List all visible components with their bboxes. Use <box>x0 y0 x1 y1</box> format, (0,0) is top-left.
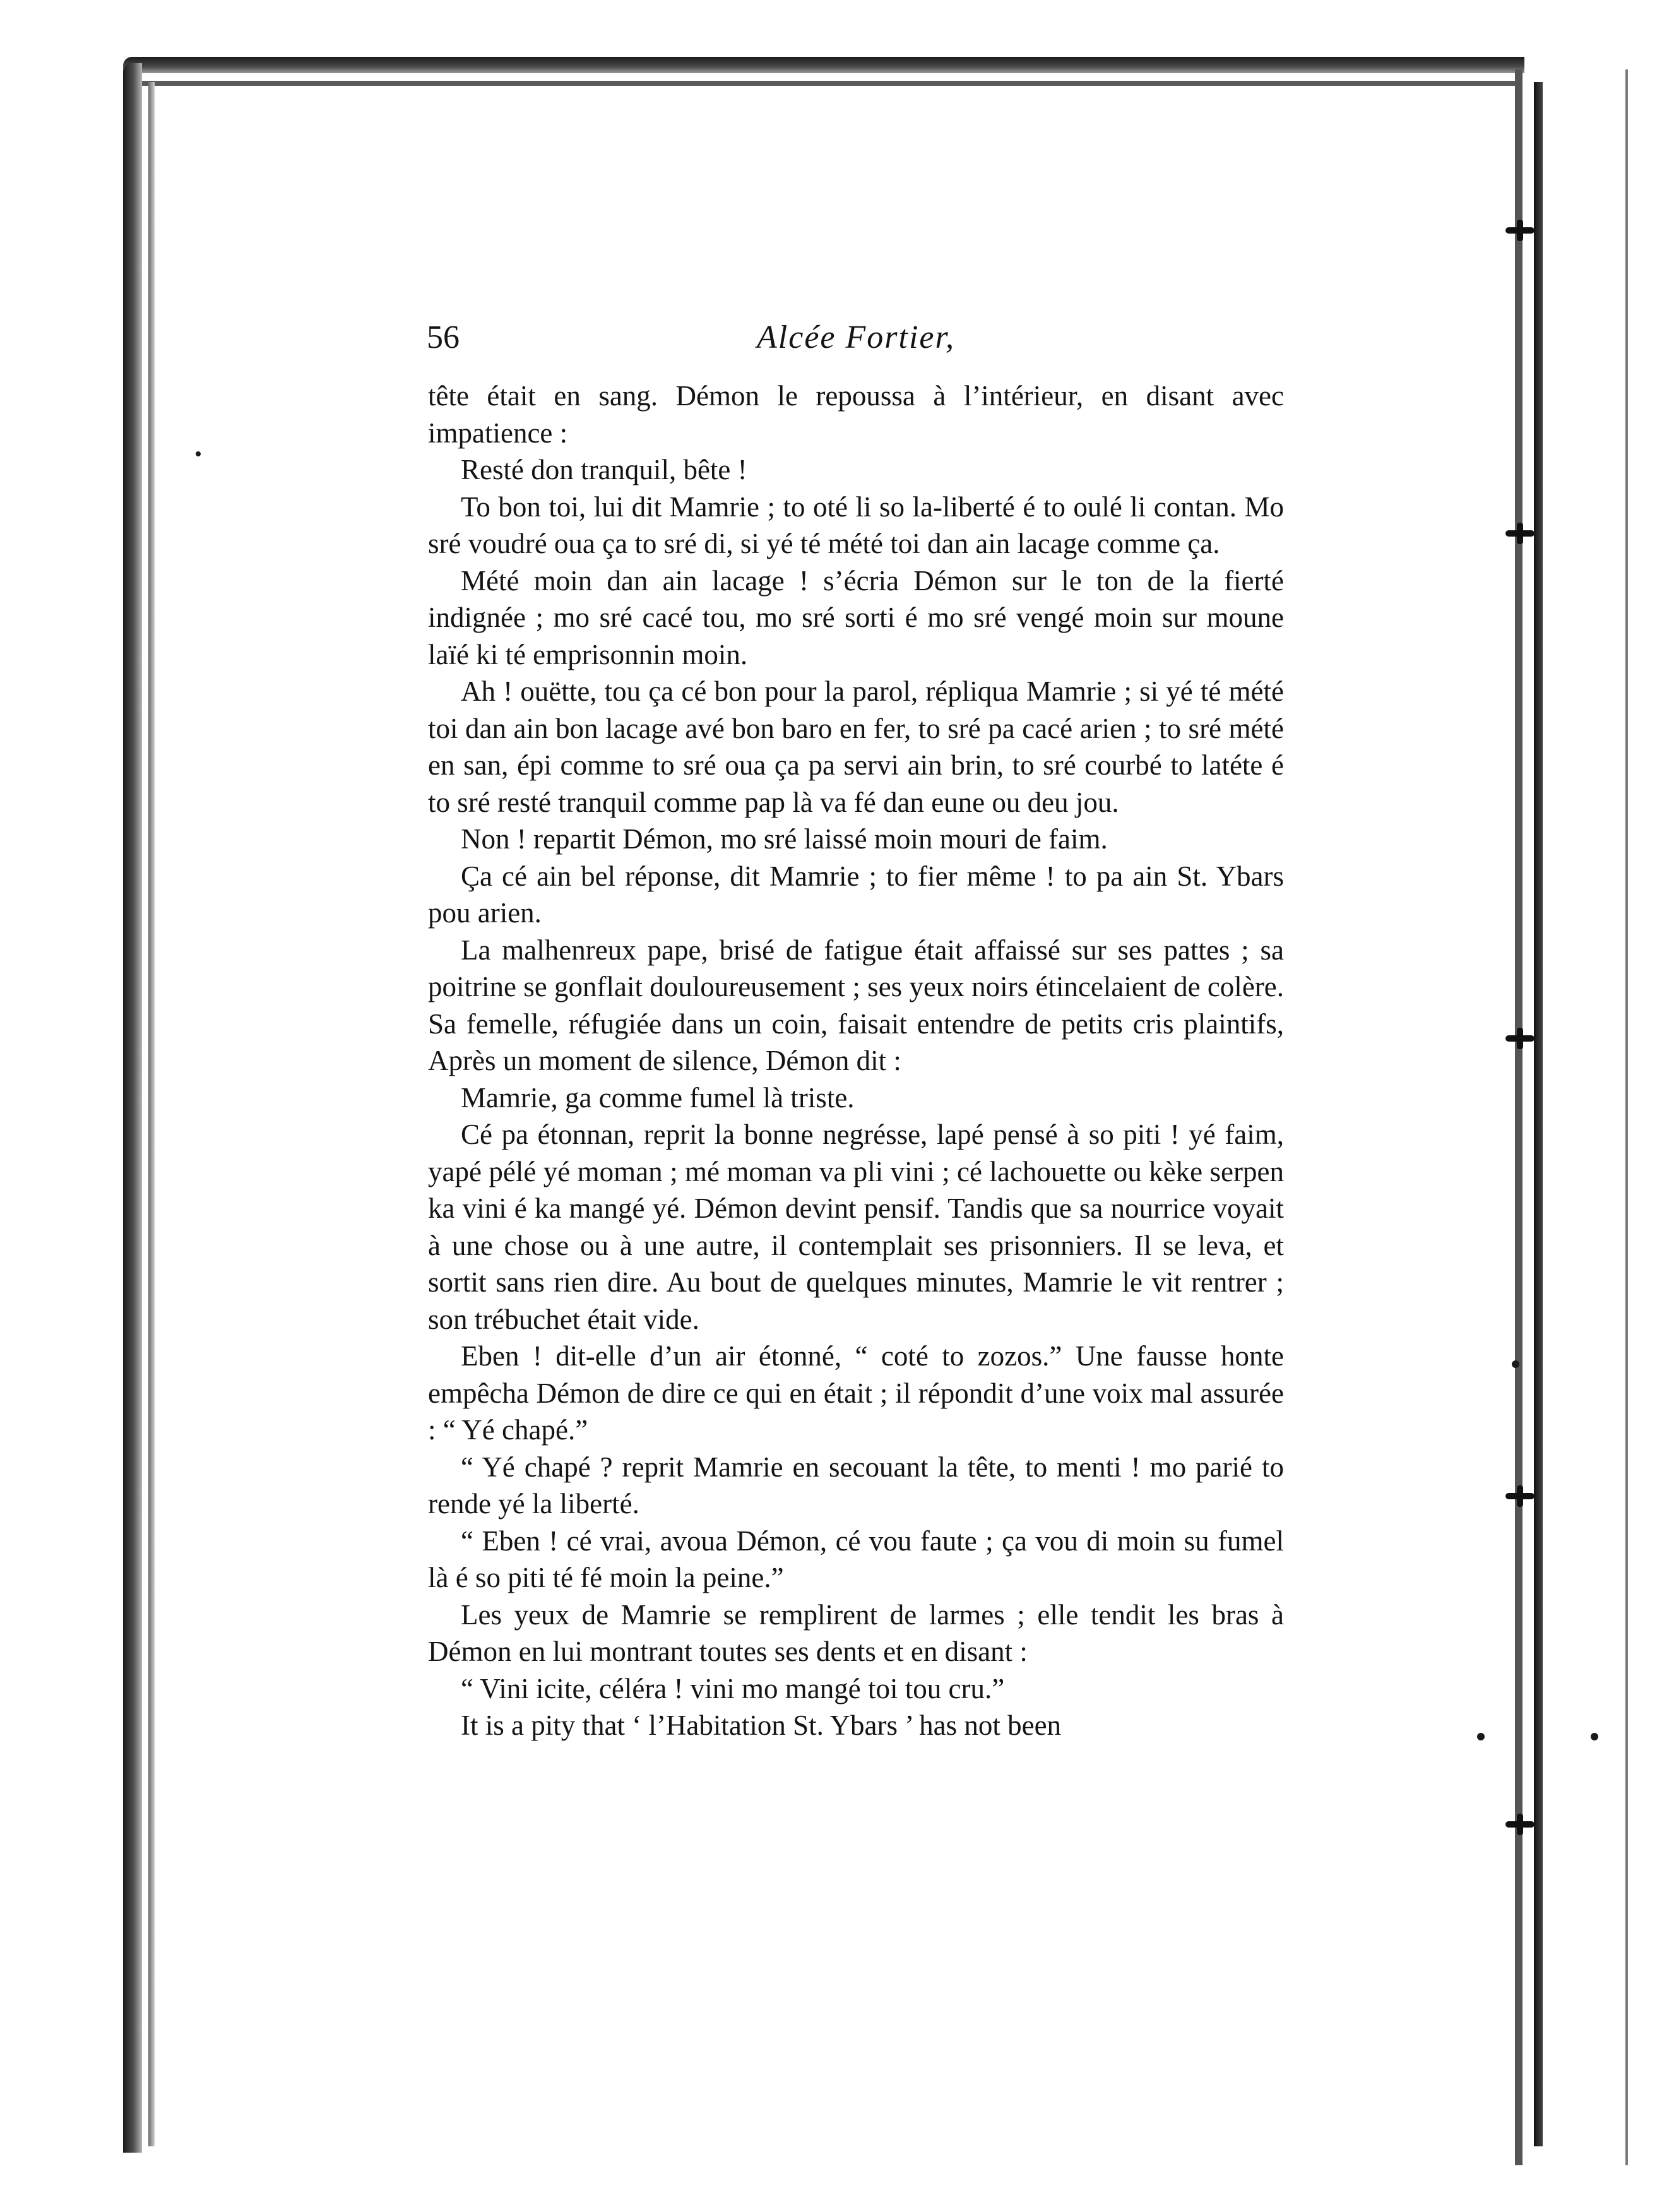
paragraph: “ Vini icite, céléra ! vini mo mangé toi tou cru.” <box>461 1672 1005 1704</box>
page-left-shadow <box>123 63 142 2153</box>
paragraph: tête était en sang. Démon le repoussa à l’intérieur, en disant avec impatience : <box>428 380 1284 449</box>
page-top-shadow <box>123 57 1524 73</box>
paragraph: It is a pity that ‘ l’Habitation St. Ybars ’ has not been <box>461 1710 1062 1741</box>
paragraph: Resté don tranquil, bête ! <box>461 454 747 485</box>
binding-mark-icon <box>1505 1493 1534 1499</box>
binding-mark-icon <box>1505 530 1534 537</box>
paragraph: Mamrie, ga comme fumel là triste. <box>461 1081 855 1114</box>
paragraph: Ça cé ain bel réponse, dit Mamrie ; to fier même ! to pa ain St. Ybars pou arien. <box>428 860 1284 929</box>
paragraph: “ Eben ! cé vrai, avoua Démon, cé vou faute ; ça vou di moin su fumel là é so piti té fé moin la peine.” <box>428 1525 1284 1593</box>
page-body-text <box>428 378 1284 1744</box>
paragraph: Les yeux de Mamrie se remplirent de larmes ; elle tendit les bras à Démon en lui montrant toutes ses dents et en disant : <box>428 1598 1284 1667</box>
next-page-edge <box>1625 69 1628 2165</box>
paragraph: Ah ! ouëtte, tou ça cé bon pour la parol, répliqua Mamrie ; si yé té mété toi dan ain bon lacage avé bon baro en fer, to sré pa cacé arien ; to sré mété en san, épi comme to sré oua ça pa servi ain brin, to sré courbé to latéte é to sré resté tranquil comme pap là va fé dan eune ou deu jou. <box>428 675 1284 818</box>
paragraph: Cé pa étonnan, reprit la bonne negrésse, lapé pensé à so piti ! yé faim, yapé pélé yé moman ; mé moman va pli vini ; cé lachouette ou kèke serpen ka vini é ka mangé yé. Démon devint pensif. Tandis que sa nourrice voyait à une chose ou à une autre, il contemplait ses prisonniers. Il se leva, et sortit sans rien dire. Au bout de quelques minutes, Mamrie le vit rentrer ; son trébuchet était vide. <box>428 1119 1284 1335</box>
paragraph: Mété moin dan ain lacage ! s’écria Démon sur le ton de la fierté indignée ; mo sré cacé tou, mo sré sorti é mo sré vengé moin sur moune laïé ki té emprisonnin moin. <box>428 564 1284 670</box>
paragraph: La malhenreux pape, brisé de fatigue était affaissé sur ses pattes ; sa poitrine se gonflait douloureusement ; ses yeux noirs étincelaient de colère. Sa femelle, réfugiée dans un coin, faisait entendre de petits cris plaintifs, Après un moment de silence, Démon dit : <box>428 934 1284 1076</box>
scan-speck <box>1477 1733 1485 1740</box>
paragraph: To bon toi, lui dit Mamrie ; to oté li so la-liberté é to oulé li contan. Mo sré voudré oua ça to sré di, si yé té mété toi dan ain lacage comme ça. <box>428 491 1284 559</box>
page-right-edge <box>1515 69 1523 2165</box>
scan-speck <box>196 451 201 456</box>
scan-speck <box>1512 1360 1519 1368</box>
page-top-edge <box>136 81 1518 86</box>
running-title: Alcée Fortier, <box>757 319 955 355</box>
paragraph: Non ! repartit Démon, mo sré laissé moin mouri de faim. <box>461 823 1108 855</box>
page-right-gutter <box>1534 82 1543 2146</box>
scan-speck <box>1591 1733 1598 1740</box>
paragraph: “ Yé chapé ? reprit Mamrie en secouant la tête, to menti ! mo parié to rende yé la liberté. <box>428 1451 1284 1519</box>
paragraph: Eben ! dit-elle d’un air étonné, “ coté to zozos.” Une fausse honte empêcha Démon de dire ce qui en était ; il répondit d’une voix mal assurée : “ Yé chapé.” <box>428 1340 1284 1446</box>
binding-mark-icon <box>1505 1035 1534 1042</box>
running-header <box>427 319 1285 369</box>
page-left-edge <box>148 82 155 2146</box>
binding-mark-icon <box>1505 1821 1534 1828</box>
page-number: 56 <box>427 319 460 355</box>
binding-mark-icon <box>1505 227 1534 234</box>
